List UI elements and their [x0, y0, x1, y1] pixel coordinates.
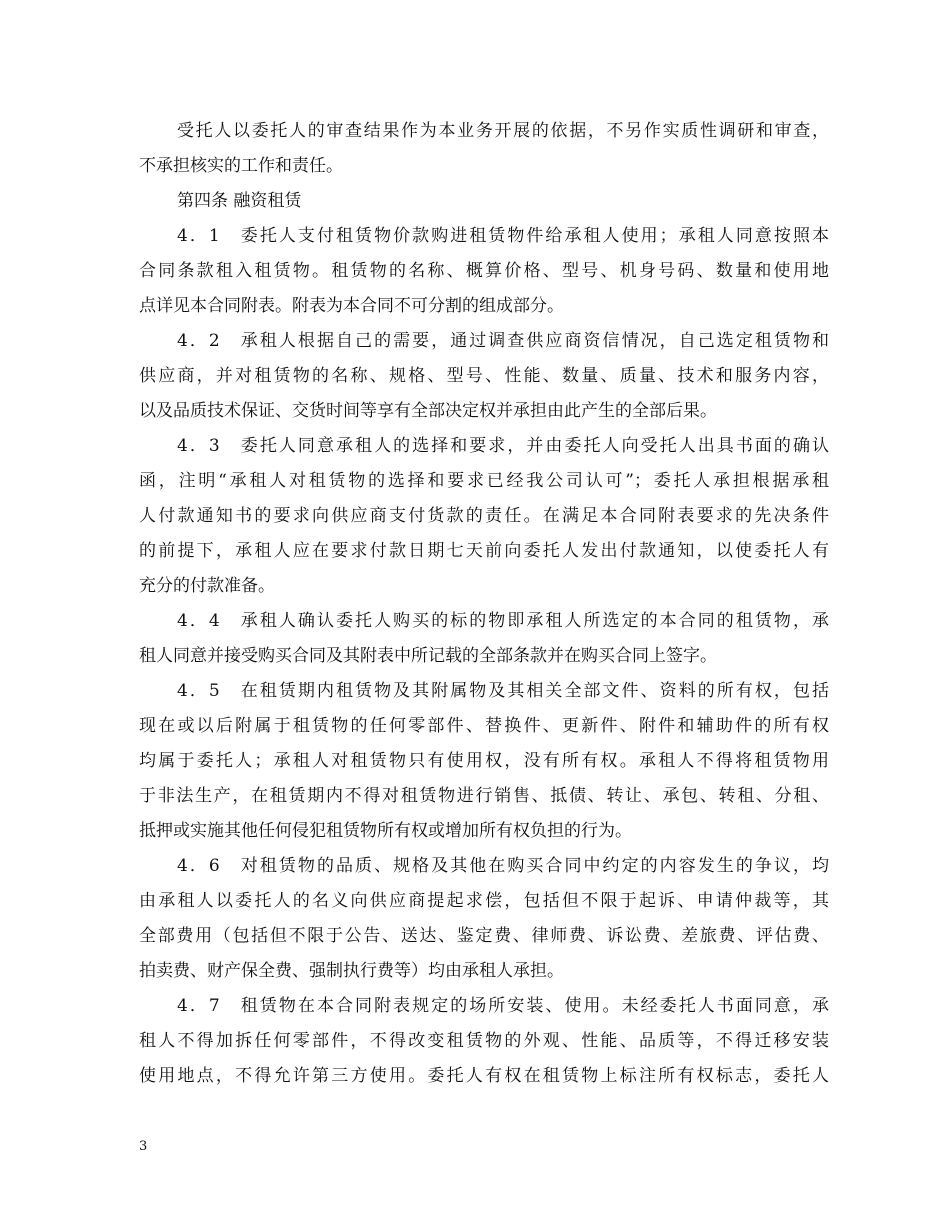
text-line: 不承担核实的工作和责任。	[139, 156, 343, 176]
text-line: 由承租人以委托人的名义向供应商提起求偿，包括但不限于起诉、申请仲裁等，其	[139, 891, 829, 911]
text-line: 供应商，并对租赁物的名称、规格、型号、性能、数量、质量、技术和服务内容，	[139, 366, 829, 386]
text-line: 充分的付款准备。	[139, 576, 275, 596]
text-line: 合同条款租入租赁物。租赁物的名称、概算价格、型号、机身号码、数量和使用地	[139, 261, 829, 281]
text-line: 租人不得加拆任何零部件，不得改变租赁物的外观、性能、品质等，不得迁移安装	[139, 1031, 829, 1051]
text-line: 租人同意并接受购买合同及其附表中所记载的全部条款并在购买合同上签字。	[139, 646, 717, 666]
text-line: 全部费用（包括但不限于公告、送达、鉴定费、律师费、诉讼费、差旅费、评估费、	[139, 926, 829, 946]
text-line: 拍卖费、财产保全费、强制执行费等）均由承租人承担。	[139, 961, 564, 981]
text-line: 于非法生产，在租赁期内不得对租赁物进行销售、抵债、转让、承包、转租、分租、	[139, 786, 829, 806]
text-line: 使用地点，不得允许第三方使用。委托人有权在租赁物上标注所有权标志，委托人	[139, 1066, 829, 1086]
text-line: 受托人以委托人的审查结果作为本业务开展的依据，不另作实质性调研和审查，	[177, 121, 829, 141]
text-line: 4．7 租赁物在本合同附表规定的场所安装、使用。未经委托人书面同意，承	[177, 996, 829, 1016]
text-line: 人付款通知书的要求向供应商支付货款的责任。在满足本合同附表要求的先决条件	[139, 506, 829, 526]
text-line: 4．5 在租赁期内租赁物及其附属物及其相关全部文件、资料的所有权，包括	[177, 681, 829, 701]
text-line: 4．4 承租人确认委托人购买的标的物即承租人所选定的本合同的租赁物，承	[177, 611, 829, 631]
text-line: 点详见本合同附表。附表为本合同不可分割的组成部分。	[139, 296, 564, 316]
text-line: 现在或以后附属于租赁物的任何零部件、替换件、更新件、附件和辅助件的所有权	[139, 716, 829, 736]
text-line: 以及品质技术保证、交货时间等享有全部决定权并承担由此产生的全部后果。	[139, 401, 717, 421]
text-line: 抵押或实施其他任何侵犯租赁物所有权或增加所有权负担的行为。	[139, 821, 632, 841]
text-line: 的前提下，承租人应在要求付款日期七天前向委托人发出付款通知，以使委托人有	[139, 541, 829, 561]
text-line: 4．3 委托人同意承租人的选择和要求，并由委托人向受托人出具书面的确认	[177, 436, 829, 456]
text-line: 4．1 委托人支付租赁物价款购进租赁物件给承租人使用；承租人同意按照本	[177, 226, 829, 246]
page-number: 3	[139, 1139, 148, 1154]
text-line: 均属于委托人；承租人对租赁物只有使用权，没有所有权。承租人不得将租赁物用	[139, 751, 829, 771]
text-line: 4．6 对租赁物的品质、规格及其他在购买合同中约定的内容发生的争议，均	[177, 856, 829, 876]
section-title: 第四条 融资租赁	[177, 191, 302, 211]
text-line: 4．2 承租人根据自己的需要，通过调查供应商资信情况，自己选定租赁物和	[177, 331, 829, 351]
text-line: 函，注明“承租人对租赁物的选择和要求已经我公司认可”；委托人承担根据承租	[139, 471, 829, 491]
